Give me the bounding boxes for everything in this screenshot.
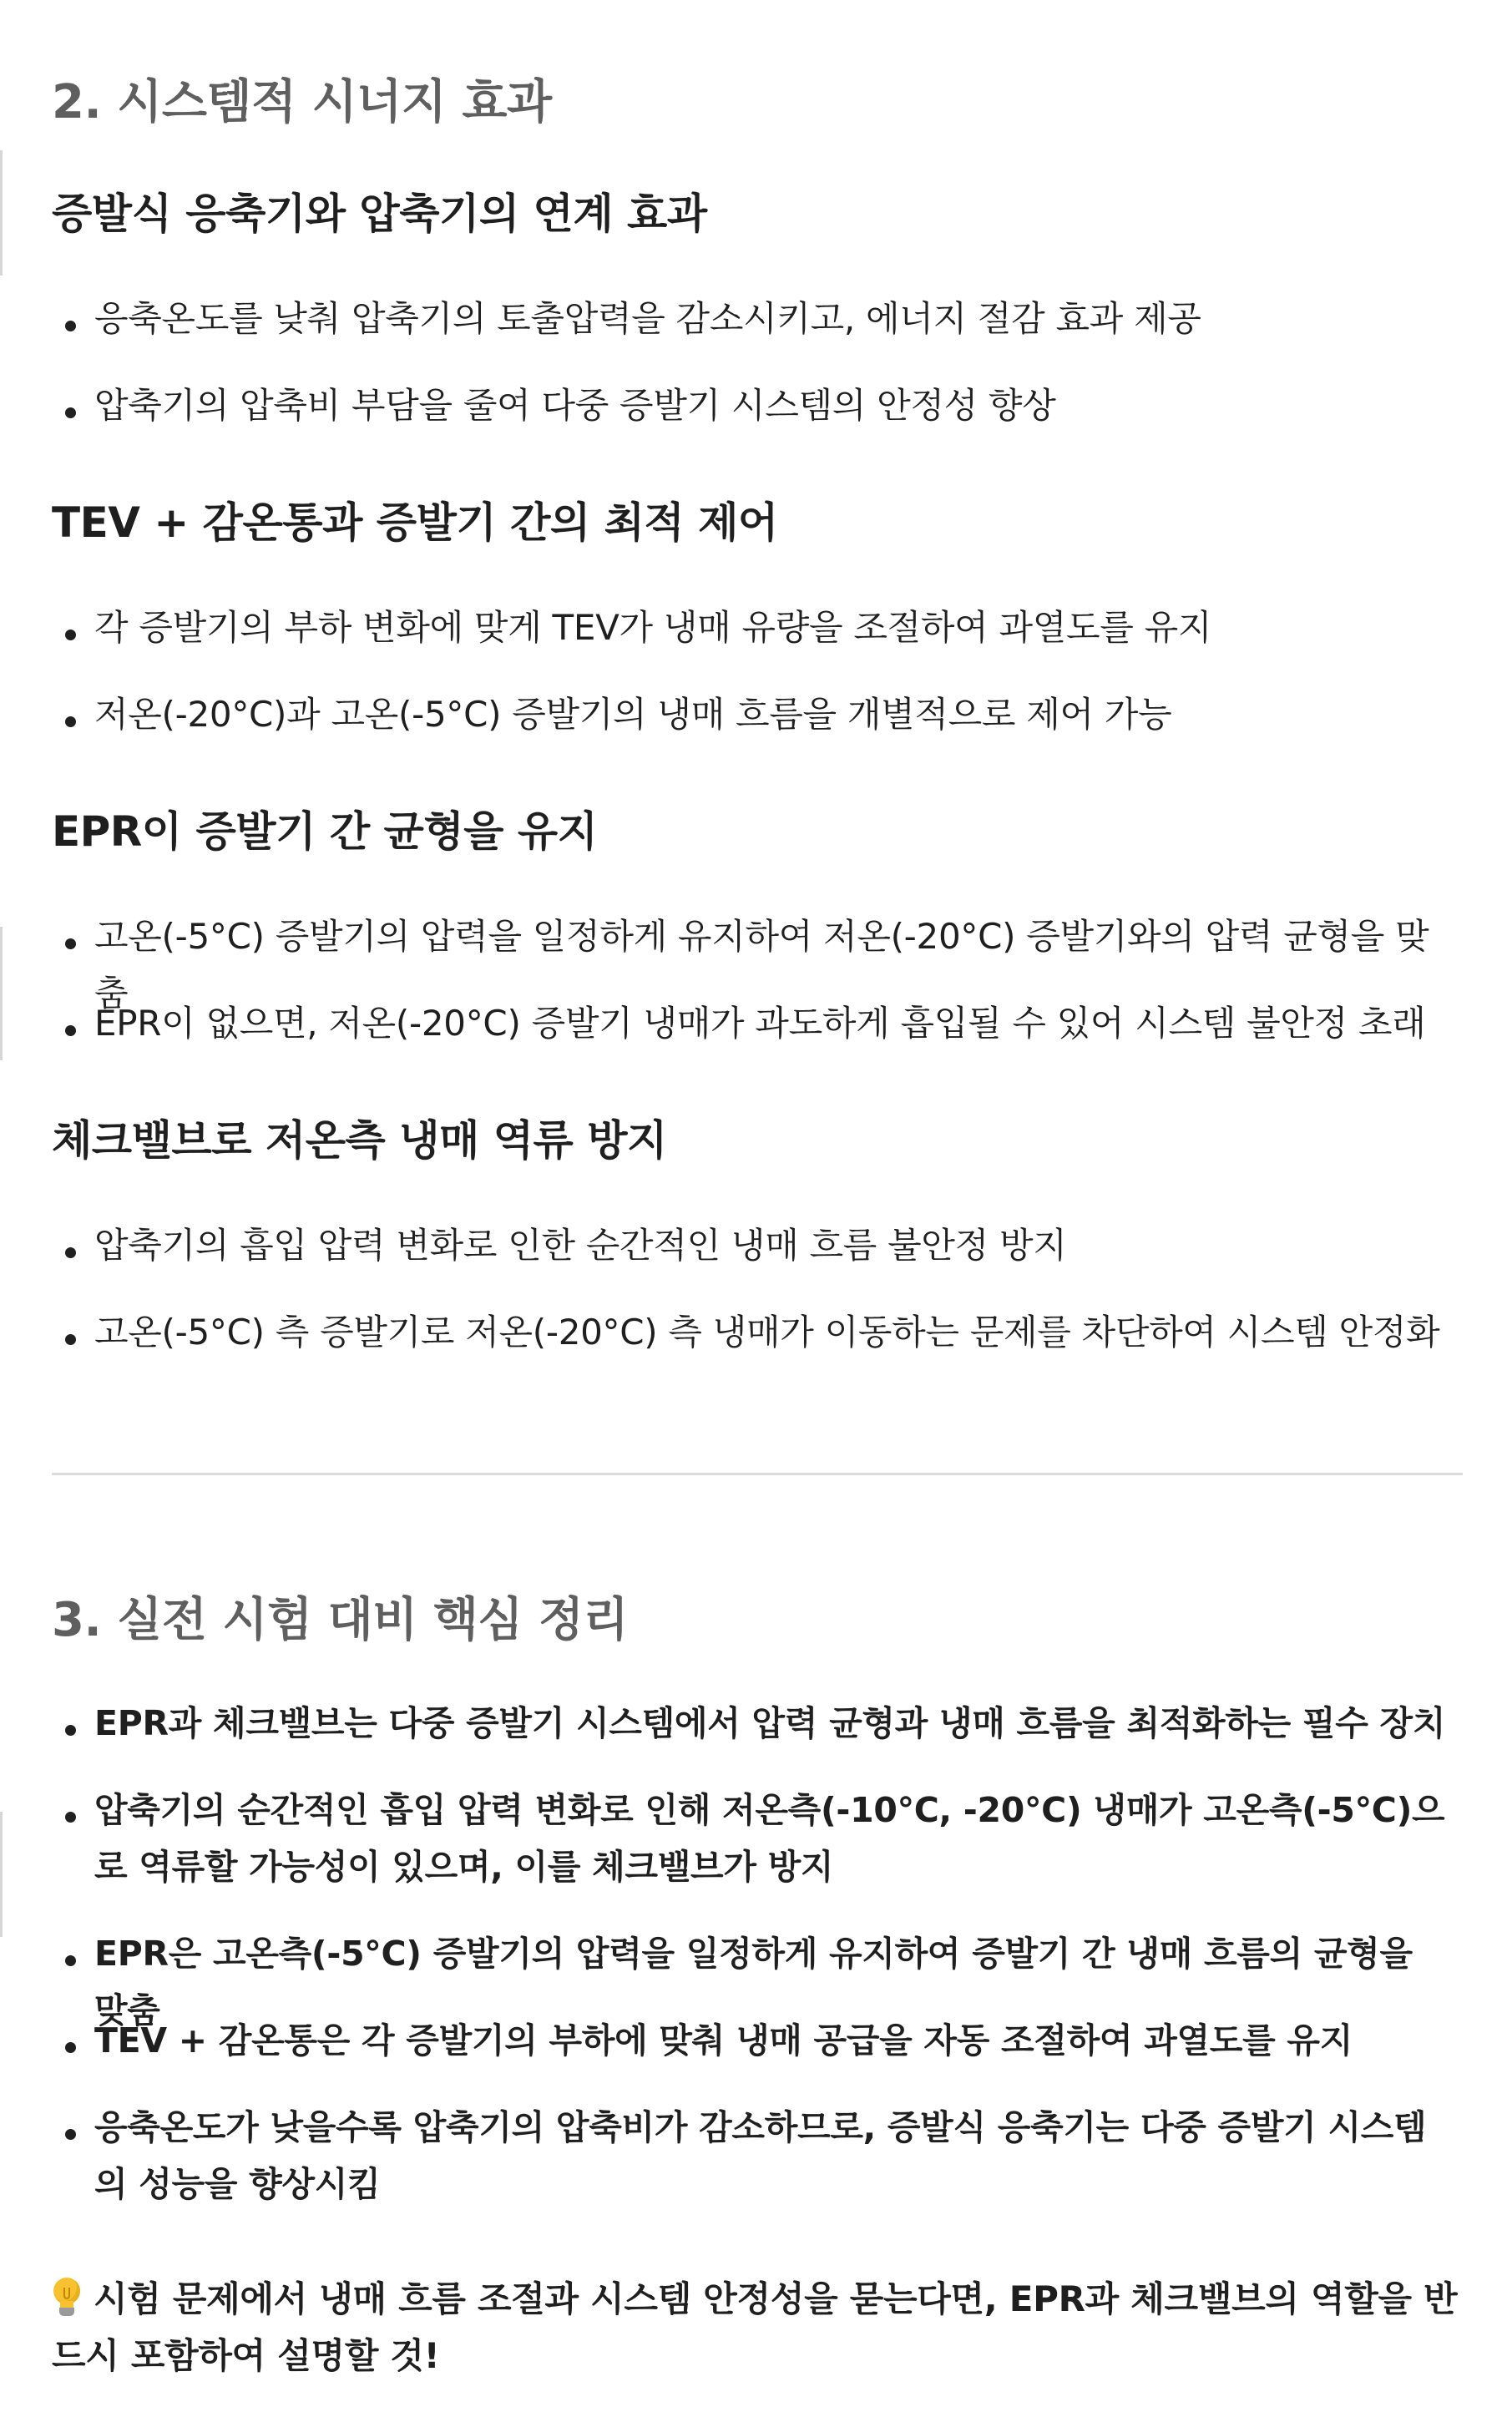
list-item [65,377,1451,434]
list-item-text: 각 증발기의 부하 변화에 맞게 TEV가 냉매 유량을 조절하여 과열도를 유지 [94,607,1212,648]
list-item-text: 저온(-20°C)과 고온(-5°C) 증발기의 냉매 흐름을 개별적으로 제어 가능 [94,694,1172,735]
list-item [65,599,1451,656]
bullet-icon [65,1955,76,1966]
list-item [65,1695,1451,1752]
list-item-text: 고온(-5°C) 증발기의 압력을 일정하게 유지하여 저온(-20°C) 증발기와의 압력 균형을 맞춤 [94,916,1429,1014]
bullet-icon [65,1812,76,1823]
bullet-icon [65,1334,76,1345]
bullet-icon [65,1025,76,1036]
list-item-text: 고온(-5°C) 측 증발기로 저온(-20°C) 측 냉매가 이동하는 문제를 차단하여 시스템 안정화 [94,1312,1440,1353]
light-bulb-icon [52,2278,82,2318]
list-item [65,2099,1451,2212]
section-2-title: 2. 시스템적 시너지 효과 [52,75,552,129]
list-item-text: EPR과 체크밸브는 다중 증발기 시스템에서 압력 균형과 냉매 흐름을 최적화하는 필수 장치 [94,1703,1446,1743]
edge-marker [0,150,3,276]
exam-tip-text: 시험 문제에서 냉매 흐름 조절과 시스템 안정성을 묻는다면, EPR과 체크밸브의 역할을 반드시 포함하여 설명할 것! [52,2278,1458,2376]
list-item-text: 응축온도를 낮춰 압축기의 토출압력을 감소시키고, 에너지 절감 효과 제공 [94,298,1201,339]
bullet-icon [65,407,76,418]
section-divider [52,1473,1463,1475]
section-3-title: 3. 실전 시험 대비 핵심 정리 [52,1593,629,1647]
list-item [65,686,1451,743]
list-item [65,2012,1451,2069]
exam-tip [52,2271,1463,2384]
bullet-icon [65,1725,76,1736]
subheading-check-valve: 체크밸브로 저온측 냉매 역류 방지 [52,1116,667,1165]
bullet-icon [65,630,76,640]
list-item-text: 압축기의 순간적인 흡입 압력 변화로 인해 저온측(-10°C, -20°C) 냉매가 고온측(-5°C)으로 역류할 가능성이 있으며, 이를 체크밸브가 방지 [94,1790,1445,1887]
list-item [65,1217,1451,1274]
list-item-text: EPR은 고온측(-5°C) 증발기의 압력을 일정하게 유지하여 증발기 간 냉매 흐름의 균형을 맞춤 [94,1934,1413,2030]
list-item [65,1782,1451,1895]
bullet-icon [65,2042,76,2053]
list-item-text: 응축온도가 낮을수록 압축기의 압축비가 감소하므로, 증발식 응축기는 다중 증발기 시스템의 성능을 향상시킴 [94,2107,1427,2204]
bullet-icon [65,321,76,331]
list-item-text: 압축기의 압축비 부담을 줄여 다중 증발기 시스템의 안정성 향상 [94,385,1056,426]
list-item [65,291,1451,347]
list-item-text: TEV + 감온통은 각 증발기의 부하에 맞춰 냉매 공급을 자동 조절하여 과열도를 유지 [94,2020,1353,2061]
list-item [65,995,1451,1052]
list-item-text: EPR이 없으면, 저온(-20°C) 증발기 냉매가 과도하게 흡입될 수 있어 시스템 불안정 초래 [94,1003,1426,1044]
subheading-epr-balance: EPR이 증발기 간 균형을 유지 [52,807,598,856]
subheading-condenser-compressor: 증발식 응축기와 압축기의 연계 효과 [52,190,707,238]
list-item [65,1304,1451,1361]
edge-marker [0,1812,3,1937]
subheading-tev-control: TEV + 감온통과 증발기 간의 최적 제어 [52,498,778,547]
bullet-icon [65,1247,76,1258]
bullet-icon [65,2129,76,2140]
list-item-text: 압축기의 흡입 압력 변화로 인한 순간적인 냉매 흐름 불안정 방지 [94,1225,1067,1266]
edge-marker [0,927,3,1060]
bullet-icon [65,938,76,949]
bullet-icon [65,716,76,727]
